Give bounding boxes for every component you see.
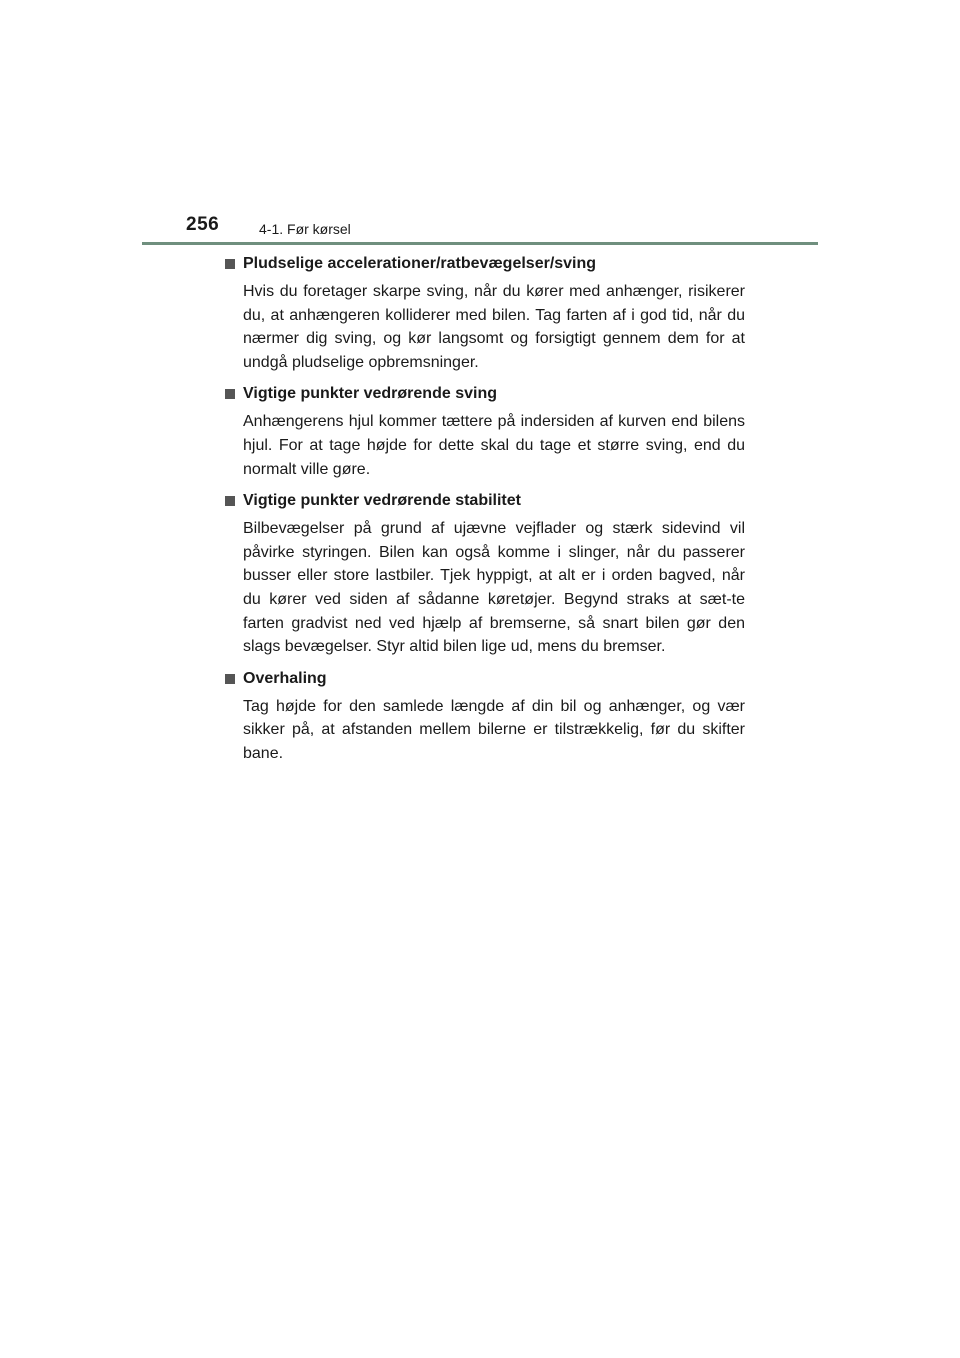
item-body: Bilbevægelser på grund af ujævne vejflader og stærk sidevind vil påvirke styringen. Bilen kan også komme i slinger, når du passerer busser eller store lastbiler. Tjek hyppigt, at alt er i orden bagved, når du kører ved siden af sådanne køretøjer. Begynd straks at sæt-te farten gradvist ned ved hjælp af bremserne, så snart bilen gør den slags bevægelser. Styr altid bilen lige ud, mens du bremser. (243, 520, 745, 656)
item-body: Tag højde for den samlede længde af din bil og anhænger, og vær sikker på, at afstanden mellem bilerne er tilstrækkelig, før du skifter bane. (243, 697, 745, 762)
item-heading-text: Vigtige punkter vedrørende stabilitet (243, 492, 521, 510)
list-item (224, 489, 745, 659)
item-heading-text: Overhaling (243, 669, 327, 687)
item-heading (224, 252, 745, 276)
item-heading (224, 382, 745, 406)
list-item (224, 667, 745, 766)
page-header (0, 0, 960, 250)
list-item (224, 252, 745, 374)
list-item (224, 382, 745, 481)
header-divider (142, 242, 818, 245)
item-heading-text: Vigtige punkter vedrørende sving (243, 385, 497, 403)
square-bullet-icon (225, 259, 235, 269)
item-heading (224, 489, 745, 513)
item-heading-text: Pludselige accelerationer/ratbevægelser/sving (243, 255, 597, 272)
square-bullet-icon (225, 674, 235, 684)
item-body: Anhængerens hjul kommer tættere på indersiden af kurven end bilens hjul. For at tage højde for dette skal du tage et større sving, end du normalt ville gøre. (243, 413, 745, 478)
item-heading (224, 667, 745, 691)
section-title: 4-1. Før kørsel (259, 221, 351, 237)
square-bullet-icon (225, 389, 235, 399)
page-number: 256 (186, 214, 220, 235)
item-body: Hvis du foretager skarpe sving, når du kører med anhænger, risikerer du, at anhængeren kolliderer med bilen. Tag farten af i god tid, når du nærmer dig sving, og kør langsomt og forsigtigt gennem dem for at undgå pludselige opbremsninger. (243, 283, 745, 371)
main-content (224, 252, 745, 774)
square-bullet-icon (225, 496, 235, 506)
